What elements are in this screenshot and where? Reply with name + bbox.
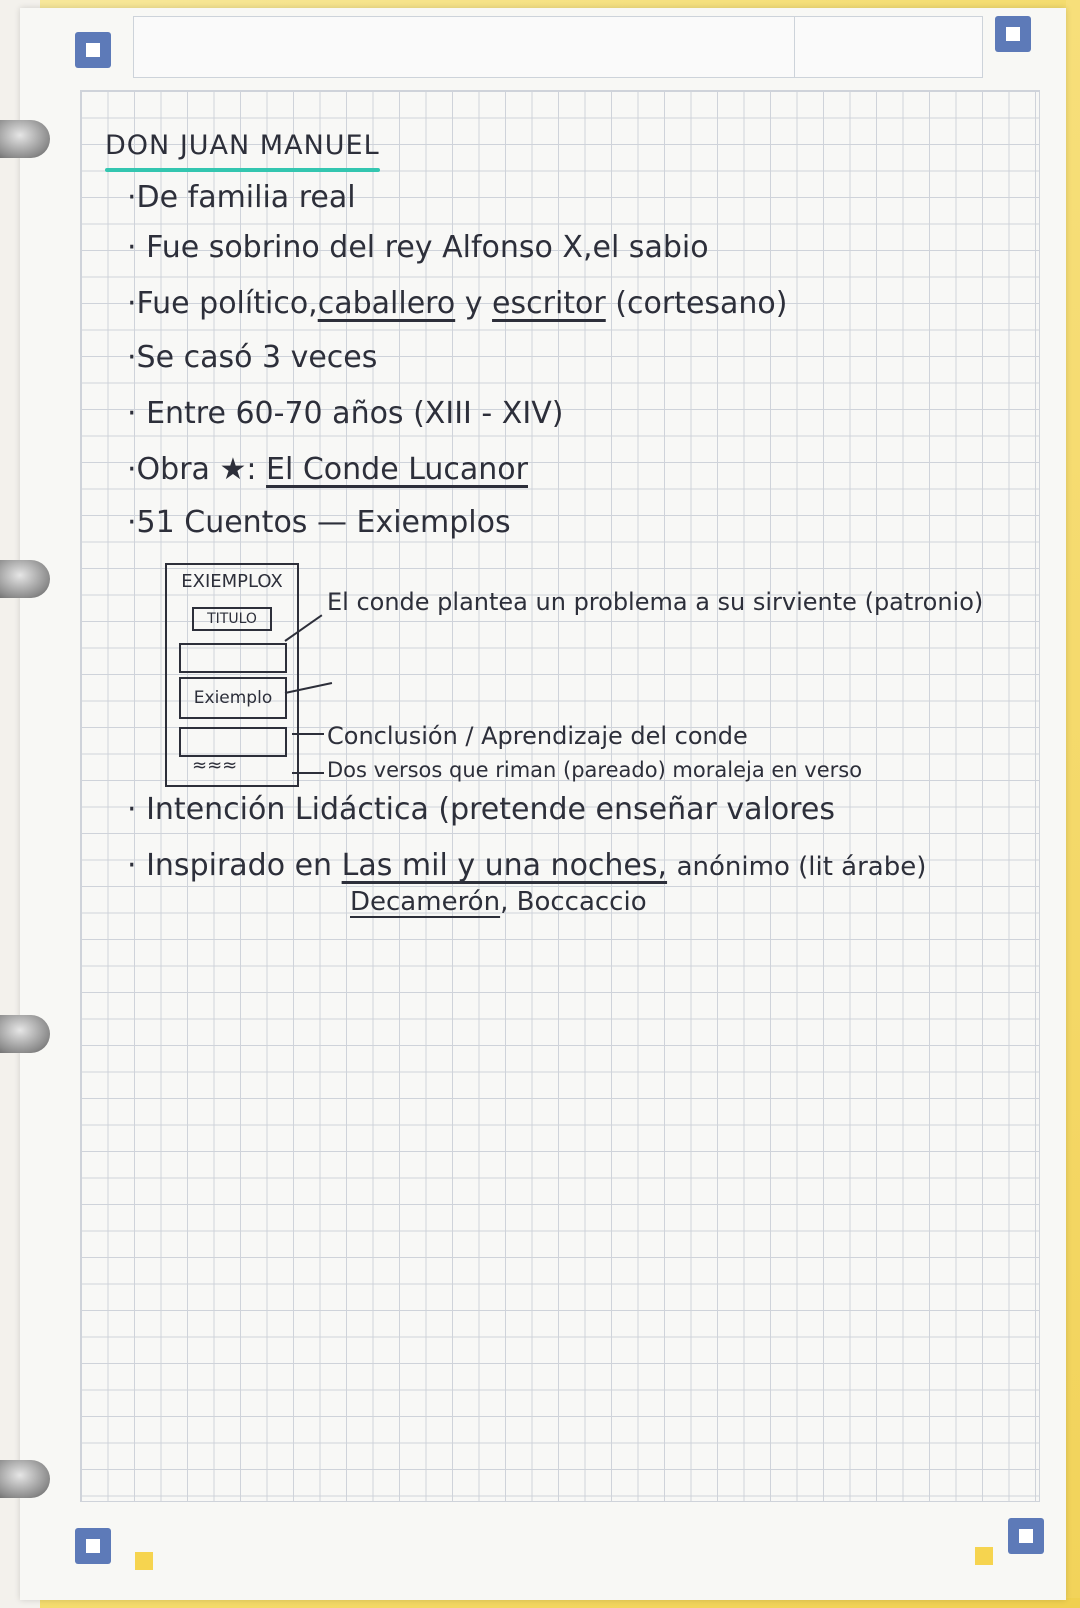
note-text: · Inspirado en [127, 848, 333, 883]
corner-logo-icon [995, 16, 1031, 52]
note-line: · Fue sobrino del rey Alfonso X,el sabio [127, 230, 709, 265]
note-text: , Boccaccio [500, 887, 647, 917]
header-divider [794, 17, 795, 77]
diagram-wave: ≈≈≈ [192, 755, 238, 776]
binder-ring-icon [0, 1460, 50, 1498]
diagram-example-box: Exiemplo [179, 677, 287, 719]
diagram-header: EXIEMPLOX [181, 571, 283, 592]
note-line [350, 887, 647, 917]
title-highlight [105, 168, 380, 172]
corner-logo-icon [1008, 1518, 1044, 1554]
note-text-underlined: Las mil y una noches, [341, 848, 668, 883]
binder-edge-right [1066, 0, 1080, 1608]
binder-ring-icon [0, 120, 50, 158]
note-line [127, 286, 788, 321]
binder-ring-icon [0, 560, 50, 598]
yellow-square-mark [975, 1547, 993, 1565]
note-text-underlined: Decamerón [350, 887, 501, 917]
note-line: ·51 Cuentos — Exiemplos [127, 505, 511, 540]
header-box [133, 16, 983, 78]
note-line: · Intención Lidáctica (pretende enseñar valores [127, 792, 835, 827]
note-text-underlined: caballero [317, 286, 456, 321]
star-icon: ★ [219, 452, 247, 487]
note-line: · Entre 60-70 años (XIII - XIV) [127, 396, 564, 431]
note-text: (cortesano) [615, 286, 788, 321]
note-line: ·De familia real [127, 180, 356, 215]
note-text-underlined: escritor [492, 286, 606, 321]
note-text: anónimo (lit árabe) [676, 852, 927, 882]
page-title: DON JUAN MANUEL [105, 130, 380, 161]
note-line [127, 848, 926, 883]
connector-line [292, 772, 324, 774]
diagram-annotation: El conde plantea un problema a su sirviente (patronio) [327, 588, 984, 616]
note-line [127, 452, 528, 487]
corner-logo-icon [75, 1528, 111, 1564]
binder-ring-icon [0, 1015, 50, 1053]
note-text: ·Fue político, [127, 286, 318, 321]
diagram-slot [179, 727, 287, 757]
note-text: y [464, 286, 483, 321]
note-text-underlined: El Conde Lucanor [266, 452, 528, 487]
diagram-annotation: Conclusión / Aprendizaje del conde [327, 722, 748, 750]
note-text: : [246, 452, 257, 487]
exiemplo-diagram [165, 563, 299, 787]
note-line: ·Se casó 3 veces [127, 340, 378, 375]
corner-logo-icon [75, 32, 111, 68]
diagram-slot [179, 643, 287, 673]
note-text: ·Obra [127, 452, 210, 487]
diagram-title-box: TITULO [192, 607, 272, 631]
yellow-square-mark [135, 1552, 153, 1570]
connector-line [292, 733, 324, 735]
diagram-annotation: Dos versos que riman (pareado) moraleja en verso [327, 758, 863, 782]
